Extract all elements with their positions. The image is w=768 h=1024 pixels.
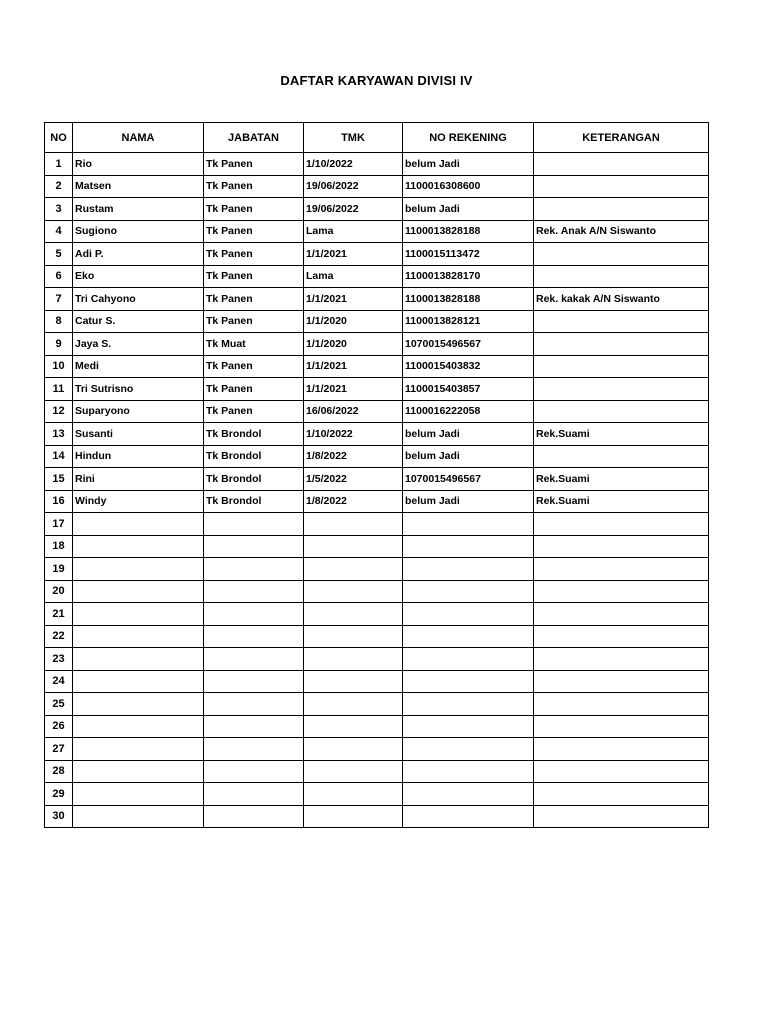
employee-position: Tk Brondol	[204, 423, 304, 446]
employee-name: Hindun	[73, 445, 204, 468]
employee-tmk: Lama	[304, 220, 403, 243]
table-row	[45, 738, 709, 761]
row-number: 15	[45, 468, 73, 491]
employee-tmk	[304, 670, 403, 693]
employee-name	[73, 603, 204, 626]
account-number	[403, 783, 534, 806]
employee-name: Adi P.	[73, 243, 204, 266]
employee-tmk: 1/8/2022	[304, 445, 403, 468]
row-number: 14	[45, 445, 73, 468]
employee-position	[204, 535, 304, 558]
remarks	[534, 805, 709, 828]
remarks	[534, 310, 709, 333]
row-number: 9	[45, 333, 73, 356]
account-number	[403, 693, 534, 716]
remarks	[534, 175, 709, 198]
table-row	[45, 580, 709, 603]
table-body	[45, 153, 709, 828]
remarks	[534, 265, 709, 288]
employee-tmk	[304, 580, 403, 603]
remarks	[534, 198, 709, 221]
employee-tmk	[304, 715, 403, 738]
row-number: 12	[45, 400, 73, 423]
employee-position: Tk Panen	[204, 153, 304, 176]
account-number: belum Jadi	[403, 490, 534, 513]
employee-tmk: 1/1/2021	[304, 378, 403, 401]
employee-position	[204, 715, 304, 738]
table-row	[45, 715, 709, 738]
remarks	[534, 445, 709, 468]
remarks	[534, 333, 709, 356]
employee-position: Tk Panen	[204, 198, 304, 221]
employee-name: Suparyono	[73, 400, 204, 423]
employee-position	[204, 603, 304, 626]
employee-name: Sugiono	[73, 220, 204, 243]
table-row	[45, 355, 709, 378]
remarks	[534, 625, 709, 648]
account-number: 1100015113472	[403, 243, 534, 266]
employee-tmk: 1/1/2020	[304, 310, 403, 333]
employee-name: Jaya S.	[73, 333, 204, 356]
account-number: 1100013828121	[403, 310, 534, 333]
account-number	[403, 805, 534, 828]
account-number	[403, 535, 534, 558]
remarks	[534, 243, 709, 266]
employee-name: Rini	[73, 468, 204, 491]
row-number: 1	[45, 153, 73, 176]
account-number: 1070015496567	[403, 333, 534, 356]
employee-name	[73, 783, 204, 806]
table-row	[45, 198, 709, 221]
row-number: 30	[45, 805, 73, 828]
employee-tmk	[304, 805, 403, 828]
remarks	[534, 355, 709, 378]
row-number: 16	[45, 490, 73, 513]
account-number: 1100016308600	[403, 175, 534, 198]
account-number	[403, 513, 534, 536]
page-title: DAFTAR KARYAWAN DIVISI IV	[280, 73, 473, 88]
table-row	[45, 175, 709, 198]
col-no-header: NO	[45, 123, 73, 153]
account-number: belum Jadi	[403, 153, 534, 176]
employee-name	[73, 693, 204, 716]
table-row	[45, 558, 709, 581]
table-row	[45, 535, 709, 558]
employee-position: Tk Panen	[204, 400, 304, 423]
remarks: Rek. kakak A/N Siswanto	[534, 288, 709, 311]
row-number: 19	[45, 558, 73, 581]
remarks: Rek.Suami	[534, 490, 709, 513]
employee-position	[204, 783, 304, 806]
table-row	[45, 490, 709, 513]
employee-tmk: 1/1/2021	[304, 288, 403, 311]
remarks	[534, 580, 709, 603]
account-number	[403, 603, 534, 626]
account-number: belum Jadi	[403, 423, 534, 446]
employee-position	[204, 513, 304, 536]
table-row	[45, 400, 709, 423]
row-number: 28	[45, 760, 73, 783]
table-row	[45, 625, 709, 648]
employee-position	[204, 648, 304, 671]
employee-position	[204, 693, 304, 716]
remarks	[534, 715, 709, 738]
col-keterangan-header: KETERANGAN	[534, 123, 709, 153]
row-number: 3	[45, 198, 73, 221]
row-number: 22	[45, 625, 73, 648]
employee-position	[204, 738, 304, 761]
employee-tmk: 19/06/2022	[304, 198, 403, 221]
account-number: 1100013828188	[403, 288, 534, 311]
employee-position: Tk Panen	[204, 220, 304, 243]
row-number: 5	[45, 243, 73, 266]
employee-position: Tk Panen	[204, 243, 304, 266]
table-row	[45, 513, 709, 536]
employee-tmk	[304, 783, 403, 806]
employee-tmk: 1/10/2022	[304, 153, 403, 176]
row-number: 7	[45, 288, 73, 311]
account-number	[403, 558, 534, 581]
table-row	[45, 805, 709, 828]
employee-tmk: Lama	[304, 265, 403, 288]
account-number: 1100015403857	[403, 378, 534, 401]
employee-position: Tk Panen	[204, 378, 304, 401]
remarks	[534, 760, 709, 783]
employee-position	[204, 580, 304, 603]
employee-table	[44, 122, 709, 828]
employee-name	[73, 670, 204, 693]
employee-name: Windy	[73, 490, 204, 513]
employee-name	[73, 805, 204, 828]
account-number: 1070015496567	[403, 468, 534, 491]
table-row	[45, 243, 709, 266]
account-number: 1100016222058	[403, 400, 534, 423]
employee-tmk: 1/1/2020	[304, 333, 403, 356]
employee-position: Tk Muat	[204, 333, 304, 356]
row-number: 27	[45, 738, 73, 761]
table-row	[45, 423, 709, 446]
employee-name: Medi	[73, 355, 204, 378]
table-row	[45, 153, 709, 176]
table-row	[45, 265, 709, 288]
employee-position: Tk Brondol	[204, 468, 304, 491]
table-row	[45, 760, 709, 783]
employee-name: Matsen	[73, 175, 204, 198]
col-rekening-header: NO REKENING	[403, 123, 534, 153]
remarks: Rek. Anak A/N Siswanto	[534, 220, 709, 243]
employee-name	[73, 513, 204, 536]
table-row	[45, 603, 709, 626]
employee-tmk	[304, 603, 403, 626]
table-row	[45, 445, 709, 468]
employee-name	[73, 738, 204, 761]
table-row	[45, 220, 709, 243]
employee-tmk: 1/1/2021	[304, 355, 403, 378]
row-number: 20	[45, 580, 73, 603]
col-jabatan-header: JABATAN	[204, 123, 304, 153]
row-number: 13	[45, 423, 73, 446]
employee-name: Tri Sutrisno	[73, 378, 204, 401]
remarks	[534, 153, 709, 176]
employee-name	[73, 625, 204, 648]
table-row	[45, 468, 709, 491]
account-number: 1100015403832	[403, 355, 534, 378]
row-number: 17	[45, 513, 73, 536]
account-number	[403, 648, 534, 671]
employee-position: Tk Panen	[204, 288, 304, 311]
row-number: 8	[45, 310, 73, 333]
account-number	[403, 760, 534, 783]
employee-position	[204, 805, 304, 828]
account-number	[403, 670, 534, 693]
remarks	[534, 513, 709, 536]
employee-tmk	[304, 648, 403, 671]
remarks	[534, 603, 709, 626]
employee-name	[73, 760, 204, 783]
employee-tmk	[304, 513, 403, 536]
employee-tmk	[304, 760, 403, 783]
row-number: 2	[45, 175, 73, 198]
employee-tmk	[304, 693, 403, 716]
row-number: 25	[45, 693, 73, 716]
remarks	[534, 783, 709, 806]
row-number: 29	[45, 783, 73, 806]
employee-name: Rio	[73, 153, 204, 176]
remarks	[534, 378, 709, 401]
remarks	[534, 400, 709, 423]
remarks: Rek.Suami	[534, 423, 709, 446]
remarks	[534, 670, 709, 693]
employee-name	[73, 648, 204, 671]
employee-position: Tk Panen	[204, 355, 304, 378]
employee-position: Tk Brondol	[204, 490, 304, 513]
account-number: belum Jadi	[403, 198, 534, 221]
col-tmk-header: TMK	[304, 123, 403, 153]
employee-tmk: 16/06/2022	[304, 400, 403, 423]
remarks	[534, 558, 709, 581]
row-number: 23	[45, 648, 73, 671]
row-number: 11	[45, 378, 73, 401]
employee-position: Tk Panen	[204, 310, 304, 333]
table-row	[45, 693, 709, 716]
remarks	[534, 535, 709, 558]
remarks	[534, 693, 709, 716]
employee-tmk: 19/06/2022	[304, 175, 403, 198]
employee-tmk	[304, 535, 403, 558]
employee-tmk	[304, 558, 403, 581]
employee-position: Tk Panen	[204, 265, 304, 288]
employee-name	[73, 558, 204, 581]
employee-position	[204, 558, 304, 581]
table-row	[45, 783, 709, 806]
remarks	[534, 648, 709, 671]
employee-name: Eko	[73, 265, 204, 288]
table-row	[45, 333, 709, 356]
account-number	[403, 580, 534, 603]
table-row	[45, 288, 709, 311]
table-row	[45, 670, 709, 693]
employee-position	[204, 670, 304, 693]
remarks: Rek.Suami	[534, 468, 709, 491]
table-row	[45, 378, 709, 401]
col-nama-header: NAMA	[73, 123, 204, 153]
account-number	[403, 625, 534, 648]
employee-position	[204, 760, 304, 783]
employee-name	[73, 580, 204, 603]
employee-tmk	[304, 738, 403, 761]
row-number: 26	[45, 715, 73, 738]
employee-position: Tk Brondol	[204, 445, 304, 468]
row-number: 10	[45, 355, 73, 378]
employee-name: Tri Cahyono	[73, 288, 204, 311]
table-row	[45, 310, 709, 333]
employee-tmk: 1/5/2022	[304, 468, 403, 491]
row-number: 24	[45, 670, 73, 693]
employee-name: Susanti	[73, 423, 204, 446]
account-number: 1100013828188	[403, 220, 534, 243]
row-number: 4	[45, 220, 73, 243]
account-number	[403, 738, 534, 761]
employee-name: Rustam	[73, 198, 204, 221]
employee-tmk	[304, 625, 403, 648]
account-number: 1100013828170	[403, 265, 534, 288]
employee-name	[73, 715, 204, 738]
employee-tmk: 1/1/2021	[304, 243, 403, 266]
account-number: belum Jadi	[403, 445, 534, 468]
row-number: 6	[45, 265, 73, 288]
employee-tmk: 1/10/2022	[304, 423, 403, 446]
employee-position	[204, 625, 304, 648]
table-header-row	[45, 123, 709, 153]
employee-name: Catur S.	[73, 310, 204, 333]
remarks	[534, 738, 709, 761]
employee-name	[73, 535, 204, 558]
table-row	[45, 648, 709, 671]
account-number	[403, 715, 534, 738]
row-number: 21	[45, 603, 73, 626]
row-number: 18	[45, 535, 73, 558]
employee-position: Tk Panen	[204, 175, 304, 198]
employee-tmk: 1/8/2022	[304, 490, 403, 513]
